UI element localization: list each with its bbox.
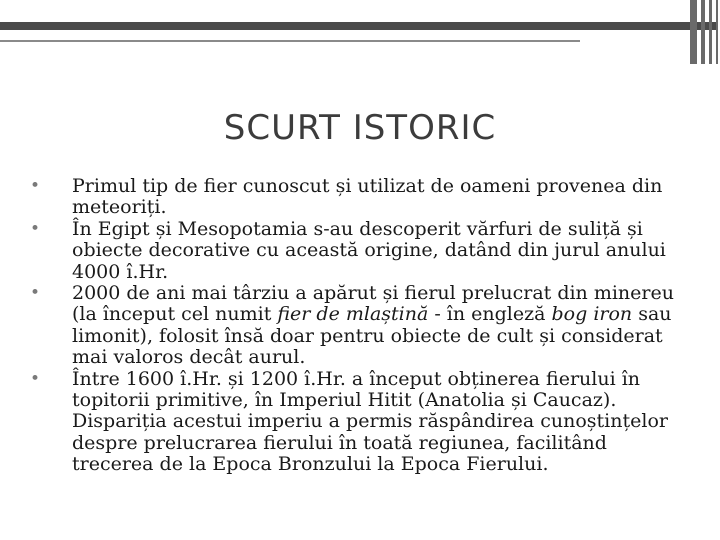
bullet-dot: • bbox=[30, 218, 41, 239]
corner-stripes bbox=[690, 0, 720, 64]
slide-title: SCURT ISTORIC bbox=[223, 108, 497, 148]
italic-term: bog iron bbox=[551, 303, 633, 326]
bullet-item bbox=[22, 283, 688, 369]
bullet-text: În Egipt și Mesopotamia s-au descoperit vărfuri de suliță și obiecte decorative cu această origine, datând din jurul anului 4000 î.Hr. bbox=[72, 217, 666, 283]
bullet-text: Între 1600 î.Hr. și 1200 î.Hr. a început obținerea fierului în topitorii primitive, în Imperiul Hitit (Anatolia și Caucaz). Dispariția acestui imperiu a permis răspândirea cunoștințelor despre prelucrarea fierului în toată regiunea, facilitând trecerea de la Epoca Bronzului la Epoca Fierului. bbox=[72, 367, 668, 476]
bullet-list bbox=[22, 176, 688, 476]
bullet-item bbox=[22, 369, 688, 476]
bullet-item bbox=[22, 176, 688, 219]
bullet-text: 2000 de ani mai târziu a apărut și fierul prelucrat din minereu (la început cel numit bbox=[72, 282, 674, 326]
bullet-text: sau limonit), folosit însă doar pentru obiecte de cult și considerat mai valoros decât aurul. bbox=[72, 303, 672, 369]
bullet-dot: • bbox=[30, 368, 41, 389]
italic-term: fier de mlaștină bbox=[277, 303, 429, 326]
bullet-dot: • bbox=[30, 283, 41, 304]
bullet-text: - în engleză bbox=[428, 303, 552, 326]
bullet-dot: • bbox=[30, 176, 41, 196]
bullet-text: Primul tip de fier cunoscut și utilizat de oameni provenea din meteoriți. bbox=[72, 175, 663, 219]
bullet-item bbox=[22, 219, 688, 283]
header-decoration bbox=[0, 0, 720, 38]
header-accent-line bbox=[0, 40, 580, 42]
header-bar bbox=[0, 22, 718, 30]
